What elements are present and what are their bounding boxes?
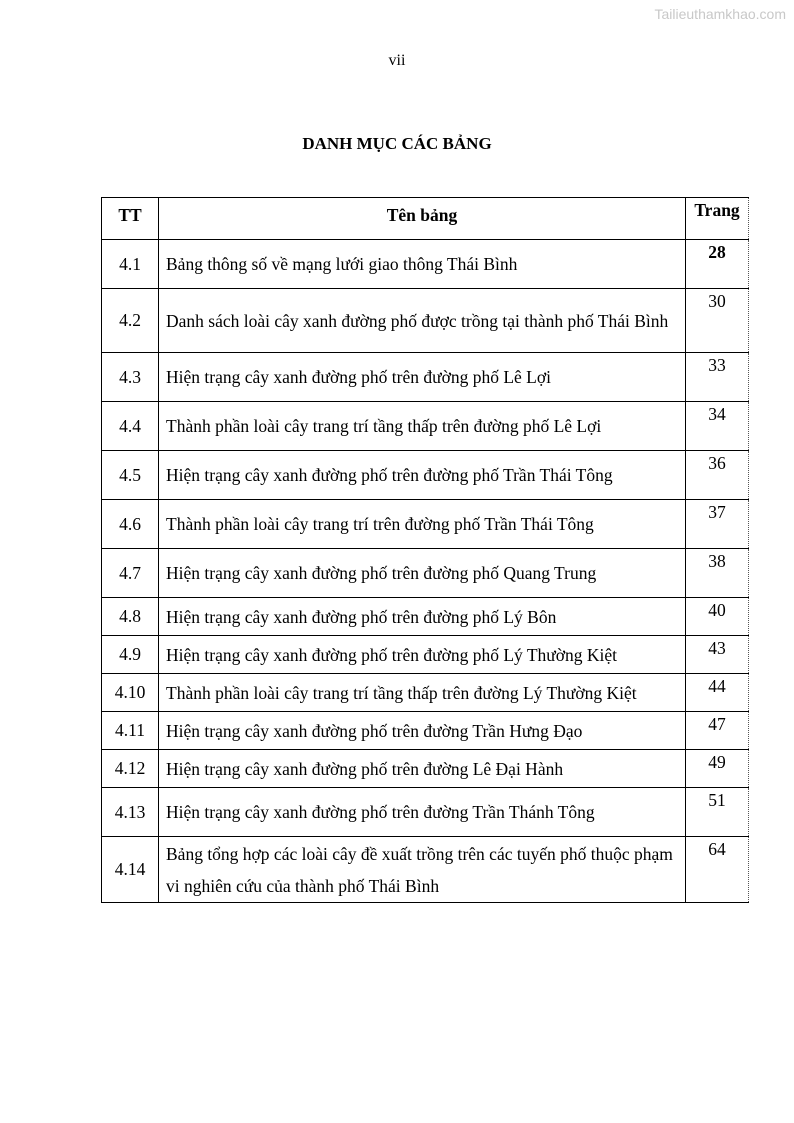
page-ref: 43 — [686, 636, 749, 674]
table-title-link[interactable]: Hiện trạng cây xanh đường phố trên đường Trần Hưng Đạo — [159, 712, 686, 750]
table-row — [102, 549, 749, 598]
table-row — [102, 500, 749, 549]
table-title-link[interactable]: Danh sách loài cây xanh đường phố được trồng tại thành phố Thái Bình — [159, 289, 686, 353]
header-name: Tên bảng — [159, 198, 686, 240]
page-ref: 30 — [686, 289, 749, 353]
table-title-link[interactable]: Bảng thông số về mạng lưới giao thông Thái Bình — [159, 240, 686, 289]
table-row — [102, 712, 749, 750]
page-ref: 28 — [686, 240, 749, 289]
table-row — [102, 837, 749, 903]
header-tt: TT — [102, 198, 159, 240]
page-ref: 33 — [686, 353, 749, 402]
table-row — [102, 788, 749, 837]
table-of-tables — [101, 197, 749, 903]
row-number: 4.13 — [102, 788, 159, 837]
table-row — [102, 289, 749, 353]
table-title-link[interactable]: Hiện trạng cây xanh đường phố trên đường phố Trần Thái Tông — [159, 451, 686, 500]
page-ref: 49 — [686, 750, 749, 788]
row-number: 4.14 — [102, 837, 159, 903]
row-number: 4.2 — [102, 289, 159, 353]
page-ref: 37 — [686, 500, 749, 549]
row-number: 4.5 — [102, 451, 159, 500]
row-number: 4.3 — [102, 353, 159, 402]
table-row — [102, 598, 749, 636]
page-ref: 64 — [686, 837, 749, 903]
row-number: 4.1 — [102, 240, 159, 289]
row-number: 4.9 — [102, 636, 159, 674]
page-ref: 44 — [686, 674, 749, 712]
row-number: 4.12 — [102, 750, 159, 788]
table-title-link[interactable]: Thành phần loài cây trang trí tầng thấp trên đường phố Lê Lợi — [159, 402, 686, 451]
table-row — [102, 353, 749, 402]
page-ref: 34 — [686, 402, 749, 451]
table-title-link[interactable]: Hiện trạng cây xanh đường phố trên đường phố Lý Thường Kiệt — [159, 636, 686, 674]
page-ref: 51 — [686, 788, 749, 837]
page-ref: 36 — [686, 451, 749, 500]
row-number: 4.11 — [102, 712, 159, 750]
header-page: Trang — [686, 198, 749, 240]
row-number: 4.6 — [102, 500, 159, 549]
watermark: Tailieuthamkhao.com — [654, 6, 786, 22]
row-number: 4.10 — [102, 674, 159, 712]
page-number: vii — [388, 52, 406, 69]
table-row — [102, 240, 749, 289]
table-title-link[interactable]: Thành phần loài cây trang trí trên đường phố Trần Thái Tông — [159, 500, 686, 549]
row-number: 4.4 — [102, 402, 159, 451]
page-ref: 40 — [686, 598, 749, 636]
table-row — [102, 750, 749, 788]
table-title-link[interactable]: Hiện trạng cây xanh đường phố trên đường phố Lê Lợi — [159, 353, 686, 402]
table-row — [102, 636, 749, 674]
table-title-link[interactable]: Hiện trạng cây xanh đường phố trên đường phố Quang Trung — [159, 549, 686, 598]
page-ref: 47 — [686, 712, 749, 750]
table-row — [102, 674, 749, 712]
table-row — [102, 402, 749, 451]
row-number: 4.8 — [102, 598, 159, 636]
table-row — [102, 451, 749, 500]
table-title-link[interactable]: Hiện trạng cây xanh đường phố trên đường Trần Thánh Tông — [159, 788, 686, 837]
page-title: DANH MỤC CÁC BẢNG — [302, 134, 492, 153]
table-header-row — [102, 198, 749, 240]
row-number: 4.7 — [102, 549, 159, 598]
page-ref: 38 — [686, 549, 749, 598]
table-title-link[interactable]: Hiện trạng cây xanh đường phố trên đường phố Lý Bôn — [159, 598, 686, 636]
table-title-link[interactable]: Hiện trạng cây xanh đường phố trên đường Lê Đại Hành — [159, 750, 686, 788]
table-title-link[interactable]: Thành phần loài cây trang trí tầng thấp trên đường Lý Thường Kiệt — [159, 674, 686, 712]
table-title-link[interactable]: Bảng tổng hợp các loài cây đề xuất trồng trên các tuyến phố thuộc phạm vi nghiên cứu của thành phố Thái Bình — [159, 837, 686, 903]
